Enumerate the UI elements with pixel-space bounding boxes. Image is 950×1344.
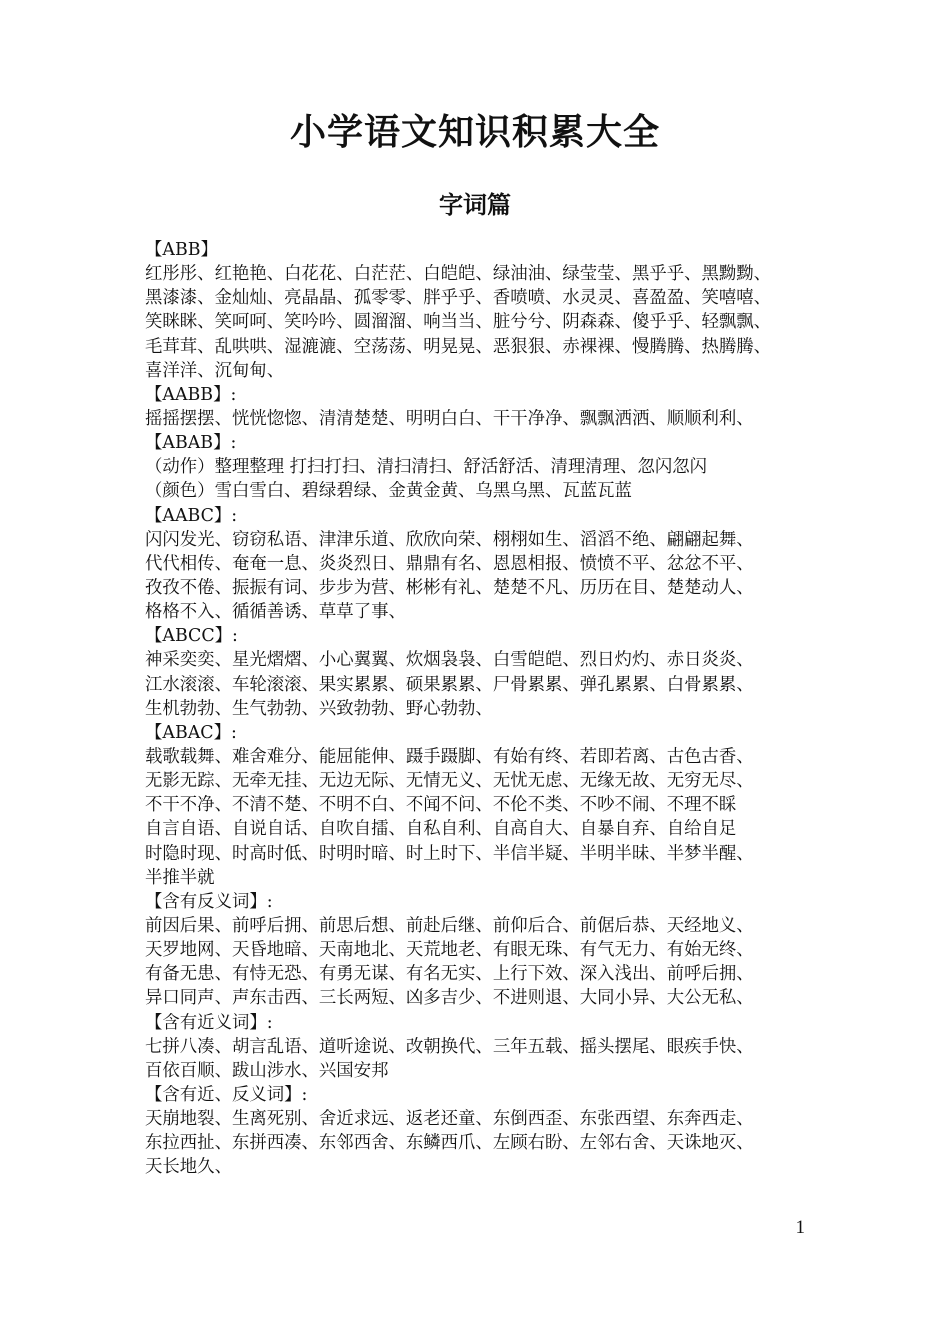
text-line: 时隐时现、时高时低、时明时暗、时上时下、半信半疑、半明半昧、半梦半醒、: [145, 843, 754, 864]
text-line: 喜洋洋、沉甸甸、: [145, 360, 285, 381]
text-line: 笑眯眯、笑呵呵、笑吟吟、圆溜溜、响当当、脏兮兮、阴森森、傻乎乎、轻飘飘、: [145, 312, 772, 333]
text-line: 【AABB】:: [145, 384, 237, 405]
text-line: 半推半就: [145, 867, 215, 888]
text-line: 神采奕奕、星光熠熠、小心翼翼、炊烟袅袅、白雪皑皑、烈日灼灼、赤日炎炎、: [145, 650, 754, 671]
text-line: 格格不入、循循善诱、草草了事、: [145, 602, 406, 623]
text-line: 天长地久、: [145, 1157, 232, 1178]
text-line: 不干不净、不清不楚、不明不白、不闻不问、不伦不类、不吵不闹、不理不睬: [145, 795, 737, 816]
text-line: 百依百顺、跋山涉水、兴国安邦: [145, 1060, 389, 1081]
text-line: 代代相传、奄奄一息、炎炎烈日、鼎鼎有名、恩恩相报、愤愤不平、忿忿不平、: [145, 553, 754, 574]
text-line: 七拼八凑、胡言乱语、道听途说、改朝换代、三年五载、摇头摆尾、眼疾手快、: [145, 1036, 754, 1057]
text-line: 江水滚滚、车轮滚滚、果实累累、硕果累累、尸骨累累、弹孔累累、白骨累累、: [145, 674, 754, 695]
text-line: 【ABB】: [145, 240, 218, 260]
text-line: 天崩地裂、生离死别、舍近求远、返老还童、东倒西歪、东张西望、东奔西走、: [145, 1109, 754, 1130]
text-line: 天罗地网、天昏地暗、天南地北、天荒地老、有眼无珠、有气无力、有始无终、: [145, 940, 754, 961]
text-line: 毛茸茸、乱哄哄、湿漉漉、空荡荡、明晃晃、恶狠狠、赤裸裸、慢腾腾、热腾腾、: [145, 336, 772, 357]
text-line: 【含有反义词】:: [145, 891, 273, 912]
document-title: 小学语文知识积累大全: [289, 112, 660, 153]
text-line: 东拉西扯、东拼西凑、东邻西舍、东鳞西爪、左顾右盼、左邻右舍、天诛地灭、: [145, 1133, 754, 1154]
text-line: 摇摇摆摆、恍恍惚惚、清清楚楚、明明白白、干干净净、飘飘洒洒、顺顺利利、: [145, 408, 754, 429]
text-line: 【ABCC】:: [145, 626, 238, 647]
page-number: 1: [795, 1217, 805, 1238]
text-line: 有备无患、有恃无恐、有勇无谋、有名无实、上行下效、深入浅出、前呼后拥、: [145, 964, 754, 985]
text-line: 自言自语、自说自话、自吹自擂、自私自利、自高自大、自暴自弃、自给自足: [145, 819, 737, 840]
text-line: 闪闪发光、窃窃私语、津津乐道、欣欣向荣、栩栩如生、滔滔不绝、翩翩起舞、: [145, 529, 754, 550]
text-line: 黑漆漆、金灿灿、亮晶晶、孤零零、胖乎乎、香喷喷、水灵灵、喜盈盈、笑嘻嘻、: [145, 288, 772, 309]
document-body: [145, 238, 825, 1179]
text-line: 【含有近义词】:: [145, 1012, 273, 1033]
text-line: 载歌载舞、难舍难分、能屈能伸、蹑手蹑脚、有始有终、若即若离、古色古香、: [145, 746, 754, 767]
text-line: 前因后果、前呼后拥、前思后想、前赴后继、前仰后合、前倨后恭、天经地义、: [145, 915, 754, 936]
section-title: 字词篇: [439, 191, 511, 219]
text-line: （动作）整理整理 打扫打扫、清扫清扫、舒活舒活、清理清理、忽闪忽闪: [145, 457, 708, 478]
text-line: 【含有近、反义词】:: [145, 1084, 308, 1105]
text-line: 异口同声、声东击西、三长两短、凶多吉少、不进则退、大同小异、大公无私、: [145, 988, 754, 1009]
text-line: 生机勃勃、生气勃勃、兴致勃勃、野心勃勃、: [145, 698, 493, 719]
text-line: 红彤彤、红艳艳、白花花、白茫茫、白皑皑、绿油油、绿莹莹、黑乎乎、黑黝黝、: [145, 264, 772, 285]
text-line: 孜孜不倦、振振有词、步步为营、彬彬有礼、楚楚不凡、历历在目、楚楚动人、: [145, 577, 754, 598]
text-line: 【AABC】:: [145, 505, 238, 526]
text-line: 【ABAC】:: [145, 722, 237, 743]
text-line: 无影无踪、无牵无挂、无边无际、无情无义、无忧无虑、无缘无故、无穷无尽、: [145, 771, 754, 792]
text-line: 【ABAB】:: [145, 433, 237, 454]
text-line: （颜色）雪白雪白、碧绿碧绿、金黄金黄、乌黑乌黑、瓦蓝瓦蓝: [145, 481, 632, 502]
